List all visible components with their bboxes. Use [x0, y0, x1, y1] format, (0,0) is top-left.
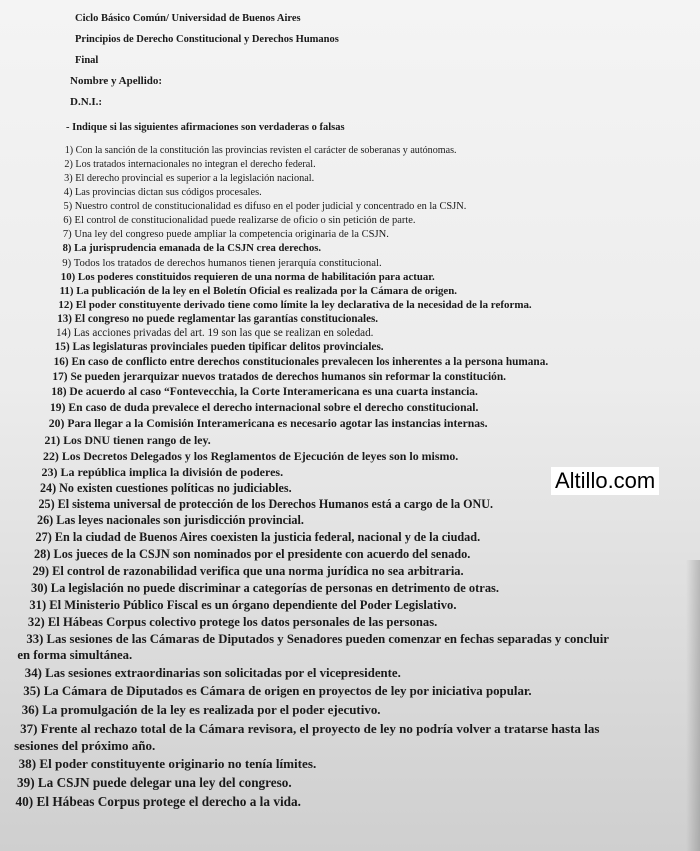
question-number: 19): [50, 401, 66, 414]
question-item: [52, 371, 506, 383]
question-number: 8): [62, 243, 72, 254]
question-text: Nuestro control de constitucionalidad es difuso en el poder judicial y concentrado en la CSJN.: [74, 201, 467, 212]
question-number: 24): [40, 481, 57, 495]
question-number: 27): [35, 530, 52, 544]
question-number: 9): [62, 257, 72, 269]
question-item: [23, 684, 531, 699]
question-text: Para llegar a la Comisión Interamericana es necesario agotar las instancias internas.: [67, 417, 488, 430]
watermark-label: Altillo.com: [551, 467, 659, 495]
dni-field-label: D.N.I.:: [70, 96, 103, 108]
question-text: La CSJN puede delegar una ley del congreso.: [37, 775, 292, 790]
question-text: No existen cuestiones políticas no judiciables.: [59, 481, 292, 495]
question-number: 17): [52, 371, 68, 383]
question-number: 23): [41, 465, 58, 479]
question-item: [39, 497, 493, 512]
question-text: El sistema universal de protección de los Derechos Humanos está a cargo de la ONU.: [57, 497, 493, 511]
question-text: Se pueden jerarquizar nuevos tratados de derechos humanos sin reformar la constitución.: [70, 371, 507, 383]
question-item: [64, 159, 315, 170]
question-text: La legislación no puede discriminar a categorías de personas en detrimento de otras.: [50, 581, 500, 595]
question-item: [28, 615, 437, 630]
question-item: [34, 547, 470, 562]
question-number: 7): [62, 229, 72, 240]
question-text: El derecho provincial es superior a la legislación nacional.: [75, 173, 315, 184]
question-text: El congreso no puede reglamentar las garantías constitucionales.: [74, 313, 379, 325]
question-text: En caso de duda prevalece el derecho internacional sobre el derecho constitucional.: [68, 401, 479, 414]
question-item: [62, 257, 381, 269]
question-number: 14): [56, 327, 71, 339]
question-text: De acuerdo al caso “Fontevecchia, la Corte Interamericana es una cuarta instancia.: [69, 386, 478, 398]
question-number: 37): [20, 721, 38, 736]
question-text: Los DNU tienen rango de ley.: [63, 433, 211, 447]
question-item: [61, 271, 435, 283]
question-number: 36): [21, 702, 39, 717]
question-item: [17, 775, 292, 791]
question-item: [63, 215, 415, 226]
question-item: [49, 417, 488, 430]
question-number: 10): [60, 271, 76, 283]
question-text: El Hábeas Corpus colectivo protege los datos personales de las personas.: [47, 615, 438, 629]
question-item: [65, 145, 457, 156]
question-item: [64, 173, 314, 184]
question-number: 39): [17, 775, 35, 790]
question-number: 16): [53, 356, 69, 368]
question-item: [63, 229, 389, 240]
question-text: Los tratados internacionales no integran el derecho federal.: [75, 159, 316, 170]
course-line: Principios de Derecho Constitucional y Derechos Humanos: [75, 34, 339, 45]
exam-type-line: Final: [75, 55, 99, 66]
question-item: [25, 666, 401, 681]
question-text-continuation: sesiones del próximo año.: [14, 738, 156, 753]
question-item: [57, 313, 378, 325]
question-number: 15): [54, 341, 70, 353]
question-text: El Ministerio Público Fiscal es un órgano dependiente del Poder Legislativo.: [49, 598, 457, 612]
question-item: [64, 187, 262, 198]
question-number: 5): [63, 201, 73, 212]
question-item: [45, 433, 211, 448]
question-number: 12): [58, 299, 73, 311]
question-item: [50, 401, 478, 414]
question-text: El control de razonabilidad verifica que una norma jurídica no sea arbitraria.: [52, 564, 464, 578]
question-text: Los poderes constituidos requieren de una norma de habilitación para actuar.: [77, 271, 435, 283]
question-number: 22): [43, 449, 59, 463]
question-item: [55, 341, 384, 353]
question-text: El control de constitucionalidad puede realizarse de oficio o sin petición de parte.: [74, 215, 416, 226]
question-number: 33): [26, 632, 44, 646]
question-number: 38): [18, 756, 37, 771]
university-line: Ciclo Básico Común/ Universidad de Buenos Aires: [75, 13, 301, 24]
question-item: [16, 794, 301, 810]
question-item: [64, 201, 467, 212]
question-number: 40): [15, 794, 34, 809]
question-item: [33, 564, 464, 579]
question-number: 4): [63, 187, 73, 198]
question-item: [51, 386, 478, 398]
question-number: 11): [59, 285, 74, 297]
question-number: 32): [27, 615, 45, 629]
question-number: 34): [24, 666, 42, 680]
question-item: [58, 299, 531, 311]
question-item: [22, 702, 381, 718]
question-text: En caso de conflicto entre derechos constitucionales prevalecen los inherentes a la persona humana.: [71, 356, 549, 368]
question-number: 26): [37, 513, 54, 527]
question-text: El poder constituyente originario no tenía límites.: [39, 756, 317, 771]
question-number: 35): [23, 684, 41, 698]
question-number: 25): [38, 497, 55, 511]
question-text: Las provincias dictan sus códigos procesales.: [74, 187, 262, 198]
question-text: Las sesiones extraordinarias son solicitadas por el vicepresidente.: [45, 666, 401, 680]
question-text: La promulgación de la ley es realizada por el poder ejecutivo.: [42, 702, 381, 717]
question-text-continuation: en forma simultánea.: [17, 648, 133, 662]
question-text: Las legislaturas provinciales pueden tipificar delitos provinciales.: [72, 341, 384, 353]
question-text: Todos los tratados de derechos humanos tienen jerarquía constitucional.: [73, 257, 382, 269]
question-text: La publicación de la ley en el Boletín Oficial es realizada por la Cámara de origen.: [76, 285, 458, 297]
question-number: 28): [34, 547, 51, 561]
question-item: [56, 327, 373, 339]
question-text: Una ley del congreso puede ampliar la competencia originaria de la CSJN.: [74, 229, 389, 240]
question-text: Frente al rechazo total de la Cámara revisora, el proyecto de ley no podría volver a tratarse hasta las: [40, 721, 600, 736]
question-item: [42, 465, 284, 480]
question-text: Las acciones privadas del art. 19 son las que se realizan en soledad.: [73, 327, 374, 339]
question-text: El poder constituyente derivado tiene como límite la ley declarativa de la necesidad de la reforma.: [75, 299, 532, 311]
page-edge-shadow: [686, 560, 700, 851]
question-number: 1): [64, 145, 74, 156]
question-item: [19, 756, 317, 772]
question-number: 13): [57, 313, 72, 325]
exam-header: [70, 8, 675, 113]
question-text: Las sesiones de las Cámaras de Diputados y Senadores pueden comenzar en fechas separadas y concluir: [46, 632, 609, 646]
question-number: 21): [44, 433, 61, 447]
question-text: Los jueces de la CSJN son nominados por el presidente con acuerdo del senado.: [53, 547, 471, 561]
question-text: La jurisprudencia emanada de la CSJN crea derechos.: [74, 243, 322, 254]
question-number: 6): [63, 215, 72, 226]
question-item: [37, 513, 304, 528]
question-item: [14, 721, 600, 754]
question-item: [40, 481, 292, 496]
question-number: 2): [64, 159, 73, 170]
question-item: [29, 598, 456, 613]
question-number: 20): [48, 417, 65, 430]
question-item: [63, 243, 321, 254]
instruction-text: - Indique si las siguientes afirmaciones son verdaderas o falsas: [66, 122, 345, 133]
question-item: [60, 285, 457, 297]
question-text: La Cámara de Diputados es Cámara de origen en proyectos de ley por iniciativa popular.: [43, 684, 532, 698]
name-field-label: Nombre y Apellido:: [70, 75, 163, 87]
question-item: [17, 632, 609, 663]
question-text: En la ciudad de Buenos Aires coexisten la justicia federal, nacional y de la ciudad.: [54, 530, 481, 544]
question-number: 29): [32, 564, 50, 578]
question-number: 30): [31, 581, 48, 595]
question-number: 31): [29, 598, 47, 612]
question-text: Las leyes nacionales son jurisdicción provincial.: [56, 513, 304, 527]
question-text: El Hábeas Corpus protege el derecho a la vida.: [36, 794, 301, 809]
question-item: [31, 581, 499, 596]
question-number: 18): [51, 386, 67, 398]
question-number: 3): [64, 173, 73, 184]
question-text: Con la sanción de la constitución las provincias revisten el carácter de soberanas y autónomas.: [75, 145, 457, 156]
question-item: [36, 530, 481, 545]
question-text: Los Decretos Delegados y los Reglamentos de Ejecución de leyes son lo mismo.: [61, 449, 459, 463]
question-item: [54, 356, 549, 368]
question-text: La república implica la división de poderes.: [60, 465, 284, 479]
question-item: [43, 449, 458, 464]
